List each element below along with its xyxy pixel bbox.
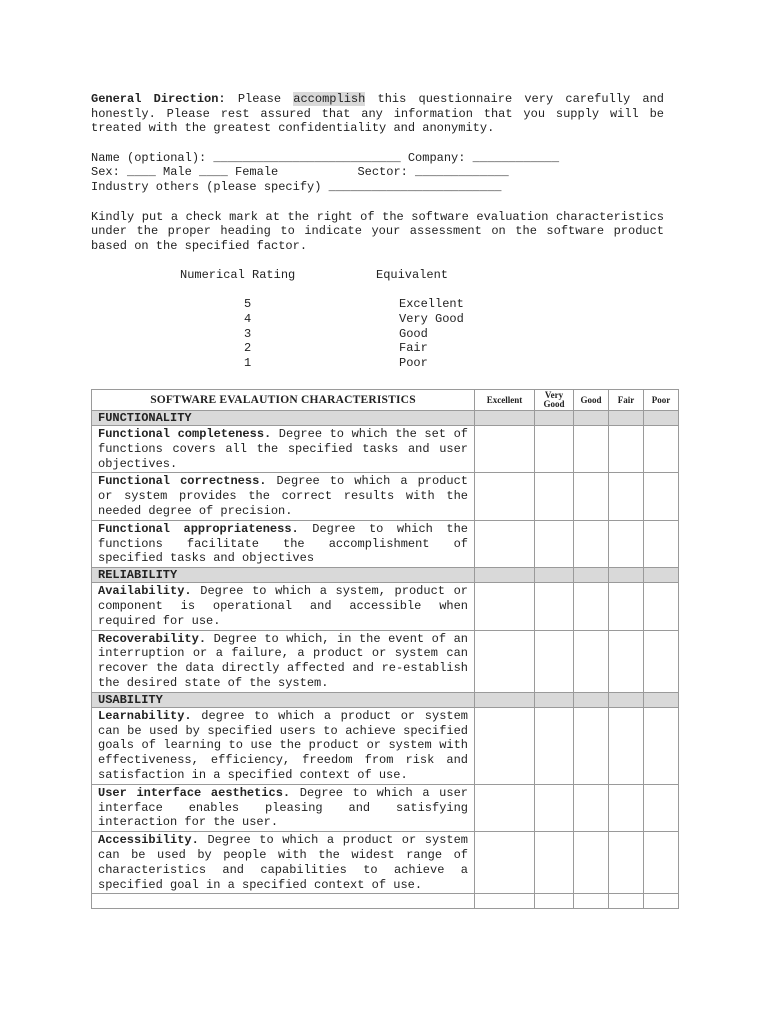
- empty-cell[interactable]: [644, 894, 679, 909]
- table-header-row: [92, 390, 679, 411]
- characteristic-cell: [92, 784, 475, 831]
- rating-checkbox-fair[interactable]: [609, 473, 644, 520]
- table-row: [92, 520, 679, 567]
- characteristic-cell: [92, 630, 475, 692]
- characteristic-description: Degree to which the functions facilitate the accomplishment of specified tasks and objectives: [98, 521, 468, 566]
- table-row: [92, 707, 679, 784]
- rating-checkbox-very-good[interactable]: [535, 832, 574, 894]
- characteristic-cell: [92, 520, 475, 567]
- rating-checkbox-fair[interactable]: [609, 707, 644, 784]
- rating-checkbox-good[interactable]: [574, 583, 609, 630]
- category-cell-very-good: [535, 692, 574, 707]
- category-cell-poor: [644, 411, 679, 426]
- category-cell-very-good: [535, 411, 574, 426]
- empty-cell[interactable]: [535, 894, 574, 909]
- rating-scale: [91, 268, 664, 368]
- numerical-rating-header: Numerical Rating: [180, 268, 296, 283]
- rating-value: 4: [244, 311, 252, 326]
- rating-checkbox-good[interactable]: [574, 630, 609, 692]
- rating-value: 2: [244, 341, 252, 356]
- characteristic-description: Degree to which a user interface enables pleasing and satisfying interaction for the user.: [98, 785, 468, 830]
- rating-equivalent: Fair: [399, 341, 428, 356]
- category-cell-excellent: [475, 692, 535, 707]
- characteristic-term: Recoverability.: [98, 631, 207, 646]
- characteristic-term: Accessibility.: [98, 833, 199, 848]
- empty-cell[interactable]: [574, 894, 609, 909]
- table-row: [92, 832, 679, 894]
- col-header-poor: Poor: [644, 390, 679, 411]
- general-direction-label: General Direction:: [91, 92, 226, 106]
- rating-checkbox-very-good[interactable]: [535, 784, 574, 831]
- characteristic-term: Learnability.: [98, 708, 192, 723]
- characteristic-description: degree to which a product or system can be used by specified users to achieve specified goals of learning to use the product or system with effectiveness, efficiency, freedom from risk and satisfaction in a specified context of use.: [98, 708, 468, 782]
- table-row: [92, 473, 679, 520]
- rating-checkbox-poor[interactable]: [644, 707, 679, 784]
- rating-checkbox-excellent[interactable]: [475, 520, 535, 567]
- characteristic-description: Degree to which a product or system provides the correct results with the needed degree of precision.: [98, 474, 468, 518]
- rating-checkbox-fair[interactable]: [609, 520, 644, 567]
- rating-checkbox-poor[interactable]: [644, 520, 679, 567]
- col-header-very-good: Very Good: [535, 390, 574, 411]
- rating-checkbox-poor[interactable]: [644, 583, 679, 630]
- characteristic-cell: [92, 473, 475, 520]
- table-row: [92, 583, 679, 630]
- category-cell-excellent: [475, 411, 535, 426]
- rating-checkbox-good[interactable]: [574, 784, 609, 831]
- category-label: FUNCTIONALITY: [92, 411, 475, 426]
- rating-checkbox-excellent[interactable]: [475, 832, 535, 894]
- rating-checkbox-good[interactable]: [574, 426, 609, 473]
- category-row: [92, 411, 679, 426]
- evaluation-table: [91, 389, 679, 909]
- category-cell-excellent: [475, 568, 535, 583]
- industry-field-line[interactable]: Industry others (please specify) ________________________: [91, 179, 502, 194]
- rating-checkbox-excellent[interactable]: [475, 784, 535, 831]
- empty-cell[interactable]: [609, 894, 644, 909]
- rating-checkbox-excellent[interactable]: [475, 473, 535, 520]
- characteristic-term: Functional completeness.: [98, 427, 272, 441]
- rating-checkbox-excellent[interactable]: [475, 583, 535, 630]
- rating-equivalent: Excellent: [399, 297, 464, 312]
- rating-checkbox-very-good[interactable]: [535, 473, 574, 520]
- characteristic-cell: [92, 707, 475, 784]
- category-row: [92, 692, 679, 707]
- category-cell-fair: [609, 692, 644, 707]
- category-cell-good: [574, 692, 609, 707]
- rating-checkbox-fair[interactable]: [609, 630, 644, 692]
- empty-cell[interactable]: [475, 894, 535, 909]
- table-row: [92, 630, 679, 692]
- empty-row: [92, 894, 679, 909]
- category-cell-good: [574, 568, 609, 583]
- rating-equivalent: Very Good: [399, 311, 464, 326]
- general-direction-paragraph: [91, 92, 664, 136]
- characteristic-description: Degree to which, in the event of an interruption or a failure, a product or system can recover the data directly affected and re-establish the desired state of the system.: [98, 631, 468, 690]
- category-cell-fair: [609, 568, 644, 583]
- rating-checkbox-poor[interactable]: [644, 426, 679, 473]
- general-direction-text-rest: this questionnaire very carefully and honestly. Please rest assured that any information that you supply will be treated with the greatest confidentiality and anonymity.: [91, 92, 664, 136]
- characteristic-term: Functional correctness.: [98, 474, 267, 489]
- characteristic-cell: [92, 583, 475, 630]
- rating-value: 1: [244, 355, 252, 370]
- col-header-excellent: Excellent: [475, 390, 535, 411]
- table-row: [92, 784, 679, 831]
- table-row: [92, 426, 679, 473]
- name-company-field-line[interactable]: Name (optional): __________________________ Company: ____________: [91, 150, 560, 165]
- rating-checkbox-very-good[interactable]: [535, 707, 574, 784]
- characteristic-description: Degree to which a product or system can be used by people with the widest range of characteristics and capabilities to achieve a specified goal in a specified context of use.: [98, 833, 468, 892]
- rating-checkbox-good[interactable]: [574, 832, 609, 894]
- rating-checkbox-very-good[interactable]: [535, 583, 574, 630]
- rating-checkbox-good[interactable]: [574, 520, 609, 567]
- rating-checkbox-fair[interactable]: [609, 832, 644, 894]
- empty-cell: [92, 894, 475, 909]
- rating-checkbox-poor[interactable]: [644, 630, 679, 692]
- rating-checkbox-very-good[interactable]: [535, 520, 574, 567]
- questionnaire-page: [91, 92, 664, 368]
- category-cell-very-good: [535, 568, 574, 583]
- sex-sector-field-line[interactable]: Sex: ____ Male ____ Female Sector: _____________: [91, 165, 509, 180]
- rating-checkbox-poor[interactable]: [644, 473, 679, 520]
- col-header-good: Good: [574, 390, 609, 411]
- instructions-paragraph: Kindly put a check mark at the right of the software evaluation characteristics under the proper heading to indicate your assessment on the software product based on the specified factor.: [91, 209, 664, 253]
- rating-checkbox-excellent[interactable]: [475, 707, 535, 784]
- characteristic-term: User interface aesthetics.: [98, 785, 291, 800]
- rating-checkbox-fair[interactable]: [609, 426, 644, 473]
- rating-checkbox-excellent[interactable]: [475, 426, 535, 473]
- rating-checkbox-good[interactable]: [574, 707, 609, 784]
- category-cell-poor: [644, 568, 679, 583]
- rating-value: 3: [244, 326, 252, 341]
- category-cell-poor: [644, 692, 679, 707]
- rating-checkbox-fair[interactable]: [609, 583, 644, 630]
- rating-checkbox-good[interactable]: [574, 473, 609, 520]
- rating-checkbox-excellent[interactable]: [475, 630, 535, 692]
- rating-checkbox-poor[interactable]: [644, 784, 679, 831]
- rating-checkbox-fair[interactable]: [609, 784, 644, 831]
- col-header-fair: Fair: [609, 390, 644, 411]
- rating-checkbox-very-good[interactable]: [535, 630, 574, 692]
- category-row: [92, 568, 679, 583]
- rating-checkbox-poor[interactable]: [644, 832, 679, 894]
- category-label: RELIABILITY: [92, 568, 475, 583]
- rating-equivalent: Good: [399, 326, 428, 341]
- characteristic-description: Degree to which the set of functions covers all the specified tasks and user objectives.: [98, 427, 468, 471]
- characteristic-term: Functional appropriateness.: [98, 521, 299, 536]
- category-cell-fair: [609, 411, 644, 426]
- category-cell-good: [574, 411, 609, 426]
- equivalent-header: Equivalent: [376, 268, 449, 283]
- rating-checkbox-very-good[interactable]: [535, 426, 574, 473]
- characteristic-cell: [92, 426, 475, 473]
- rating-equivalent: Poor: [399, 355, 428, 370]
- general-direction-text: Please: [225, 92, 294, 106]
- characteristic-term: Availability.: [98, 584, 192, 599]
- category-label: USABILITY: [92, 692, 475, 707]
- characteristic-description: Degree to which a system, product or component is operational and accessible when required for use.: [98, 584, 468, 628]
- characteristics-header: SOFTWARE EVALAUTION CHARACTERISTICS: [92, 390, 475, 411]
- rating-value: 5: [244, 297, 252, 312]
- characteristic-cell: [92, 832, 475, 894]
- highlighted-word: accomplish: [293, 92, 366, 106]
